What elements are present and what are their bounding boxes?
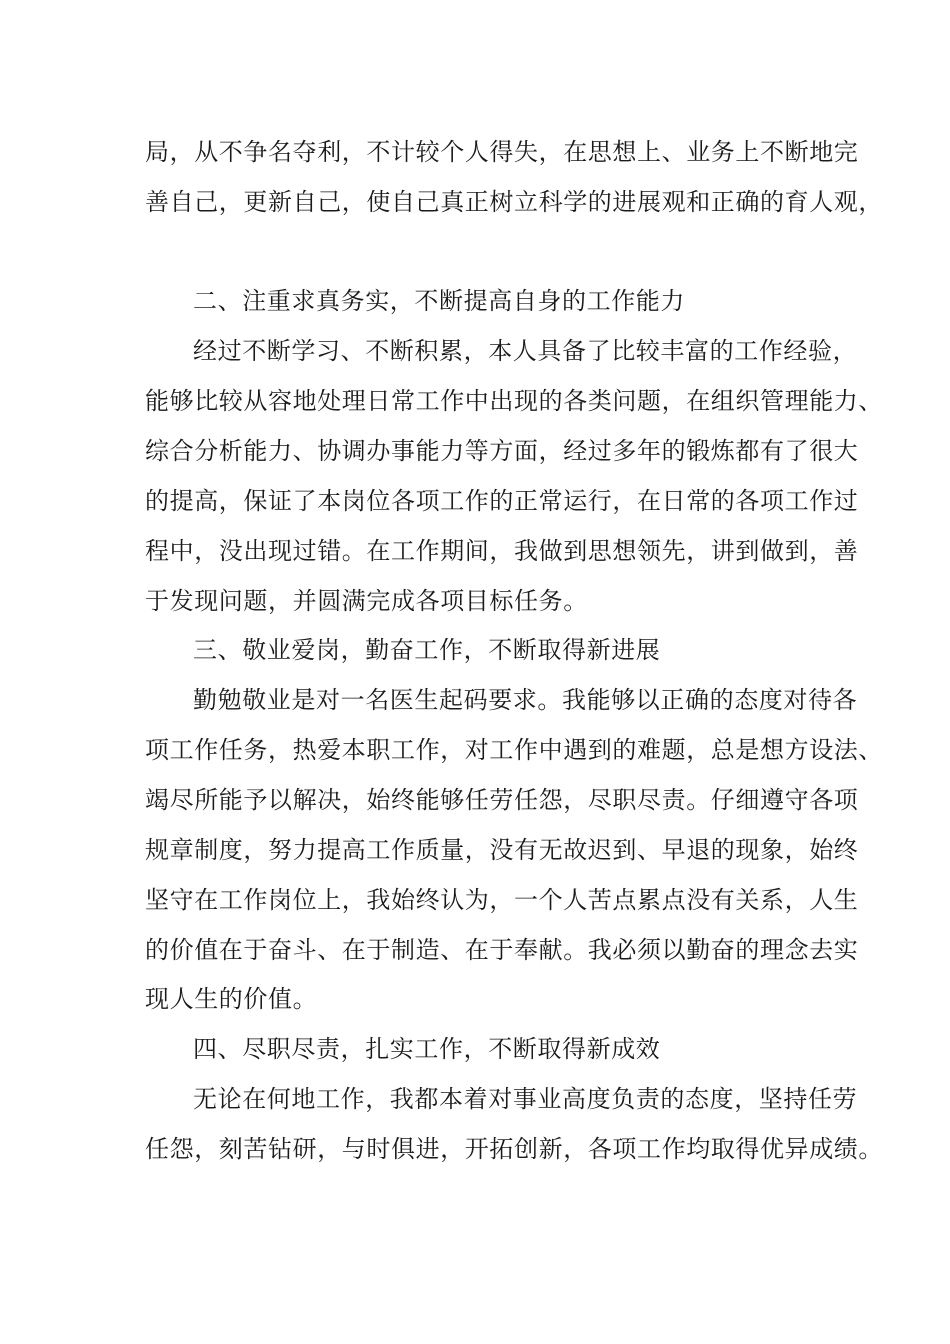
paragraph-line: 项工作任务，热爱本职工作，对工作中遇到的难题，总是想方设法、 bbox=[145, 736, 883, 764]
paragraph-line: 现人生的价值。 bbox=[145, 985, 318, 1013]
paragraph-line: 能够比较从容地处理日常工作中出现的各类问题，在组织管理能力、 bbox=[145, 387, 883, 415]
paragraph-line: 勤勉敬业是对一名医生起码要求。我能够以正确的态度对待各 bbox=[193, 686, 858, 714]
section-heading: 二、注重求真务实，不断提高自身的工作能力 bbox=[193, 287, 685, 315]
paragraph-line: 善自己，更新自己，使自己真正树立科学的进展观和正确的育人观， bbox=[145, 188, 883, 216]
paragraph-line: 的提高，保证了本岗位各项工作的正常运行，在日常的各项工作过 bbox=[145, 487, 859, 515]
paragraph-line: 经过不断学习、不断积累，本人具备了比较丰富的工作经验， bbox=[193, 337, 858, 365]
paragraph-line: 于发现问题，并圆满完成各项目标任务。 bbox=[145, 587, 588, 615]
paragraph-line: 的价值在于奋斗、在于制造、在于奉献。我必须以勤奋的理念去实 bbox=[145, 936, 859, 964]
section-heading: 四、尽职尽责，扎实工作，不断取得新成效 bbox=[193, 1035, 661, 1063]
section-heading: 三、敬业爱岗，勤奋工作，不断取得新进展 bbox=[193, 636, 661, 664]
paragraph-line: 综合分析能力、协调办事能力等方面，经过多年的锻炼都有了很大 bbox=[145, 437, 859, 465]
paragraph-line: 竭尽所能予以解决，始终能够任劳任怨，尽职尽责。仔细遵守各项 bbox=[145, 786, 859, 814]
paragraph-line: 程中，没出现过错。在工作期间，我做到思想领先，讲到做到，善 bbox=[145, 537, 859, 565]
paragraph-line: 局，从不争名夺利，不计较个人得失，在思想上、业务上不断地完 bbox=[145, 138, 859, 166]
paragraph-line: 规章制度，努力提高工作质量，没有无故迟到、早退的现象，始终 bbox=[145, 836, 859, 864]
paragraph-line: 坚守在工作岗位上，我始终认为，一个人苦点累点没有关系，人生 bbox=[145, 886, 859, 914]
paragraph-line: 无论在何地工作，我都本着对事业高度负责的态度，坚持任劳 bbox=[193, 1085, 858, 1113]
paragraph-line: 任怨，刻苦钻研，与时俱进，开拓创新，各项工作均取得优异成绩。 bbox=[145, 1135, 883, 1163]
